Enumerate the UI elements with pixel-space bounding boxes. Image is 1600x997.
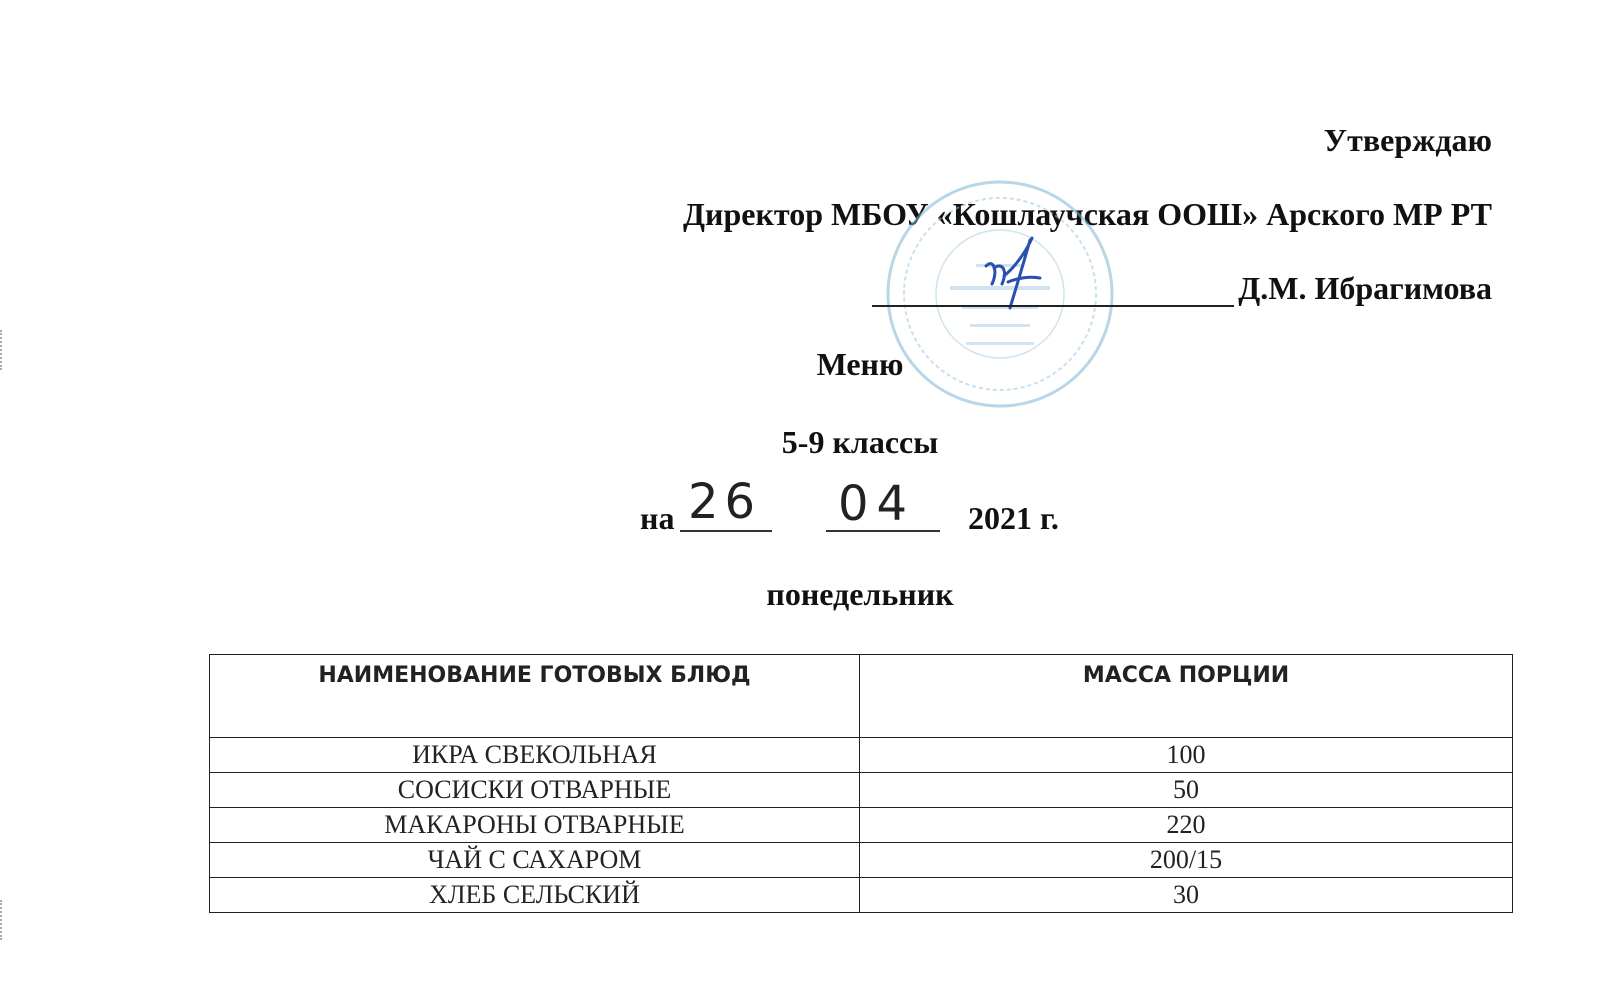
signature-line bbox=[872, 270, 1492, 307]
scan-edge-mark bbox=[0, 900, 18, 940]
weekday-label: понедельник bbox=[766, 576, 954, 612]
dish-name-cell: ЧАЙ С САХАРОМ bbox=[210, 843, 860, 878]
table-row bbox=[210, 878, 1513, 913]
date-day-blank bbox=[680, 530, 772, 532]
dish-name-cell: МАКАРОНЫ ОТВАРНЫЕ bbox=[210, 808, 860, 843]
dish-name-cell: ИКРА СВЕКОЛЬНАЯ bbox=[210, 738, 860, 773]
portion-mass-cell: 50 bbox=[860, 773, 1513, 808]
date-line bbox=[640, 474, 1100, 548]
signature-blank bbox=[872, 275, 1234, 307]
director-title: Директор МБОУ «Кошлаучская ООШ» Арского МР РТ bbox=[683, 196, 1492, 232]
menu-table bbox=[209, 654, 1513, 913]
table-row bbox=[210, 773, 1513, 808]
column-header-dish: НАИМЕНОВАНИЕ ГОТОВЫХ БЛЮД bbox=[210, 655, 860, 738]
portion-mass-cell: 220 bbox=[860, 808, 1513, 843]
signer-name: Д.М. Ибрагимова bbox=[1238, 270, 1492, 306]
date-day-handwritten: 26 bbox=[688, 474, 762, 530]
table-row bbox=[210, 808, 1513, 843]
dish-name-cell: СОСИСКИ ОТВАРНЫЕ bbox=[210, 773, 860, 808]
table-header-row bbox=[210, 655, 1513, 738]
table-row bbox=[210, 843, 1513, 878]
date-prefix: на bbox=[640, 500, 675, 536]
menu-title: Меню bbox=[816, 346, 904, 382]
portion-mass-cell: 100 bbox=[860, 738, 1513, 773]
classes-label: 5-9 классы bbox=[781, 424, 939, 460]
portion-mass-cell: 200/15 bbox=[860, 843, 1513, 878]
approval-heading: Утверждаю bbox=[1323, 122, 1492, 158]
portion-mass-cell: 30 bbox=[860, 878, 1513, 913]
date-month-blank bbox=[826, 530, 940, 532]
table-row bbox=[210, 738, 1513, 773]
dish-name-cell: ХЛЕБ СЕЛЬСКИЙ bbox=[210, 878, 860, 913]
column-header-mass: МАССА ПОРЦИИ bbox=[860, 655, 1513, 738]
date-year: 2021 г. bbox=[968, 500, 1059, 536]
date-month-handwritten: 04 bbox=[838, 476, 916, 532]
